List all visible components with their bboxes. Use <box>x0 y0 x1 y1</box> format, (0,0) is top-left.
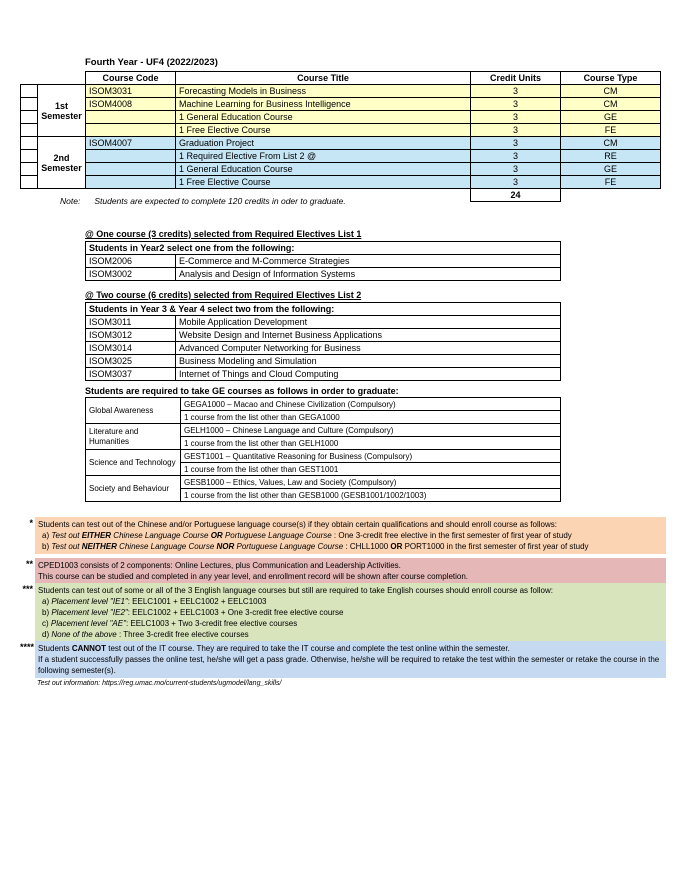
marker-cell <box>21 150 38 163</box>
course-code <box>86 163 176 176</box>
marker-cell <box>21 163 38 176</box>
course-title: Forecasting Models in Business <box>176 85 471 98</box>
ge-other-course: 1 course from the list other than GESB1000 (GESB1001/1002/1003) <box>181 489 561 502</box>
course-type: CM <box>561 98 661 111</box>
footnote-marker-4: **** <box>20 642 35 652</box>
footnote-text-line: CPED1003 consists of 2 components: Online Lectures, plus Communication and Leadership Activities. <box>38 561 401 570</box>
course-title: 1 Required Elective From List 2 @ <box>176 150 471 163</box>
course-type: GE <box>561 163 661 176</box>
course-row <box>21 98 661 111</box>
course-title: 1 General Education Course <box>176 163 471 176</box>
course-credits: 3 <box>471 124 561 137</box>
footnote-marker-2: ** <box>25 559 33 569</box>
ge-requirements-heading: Students are required to take GE courses as follows in order to graduate: <box>85 386 399 396</box>
header-course-code: Course Code <box>86 72 176 85</box>
course-credits: 3 <box>471 137 561 150</box>
list2-subheading-row <box>86 303 561 316</box>
footnote-marker-1: * <box>29 518 33 528</box>
elective-row <box>86 329 561 342</box>
course-title: 1 Free Elective Course <box>176 176 471 189</box>
course-type: RE <box>561 150 661 163</box>
electives-list1-heading: @ One course (3 credits) selected from Required Electives List 1 <box>85 229 362 239</box>
course-title: Machine Learning for Business Intelligence <box>176 98 471 111</box>
ge-category: Society and Behaviour <box>86 476 181 502</box>
required-electives-list2-table <box>85 302 561 381</box>
course-type: FE <box>561 176 661 189</box>
course-credits: 3 <box>471 150 561 163</box>
semester-2-label: 2nd Semester <box>38 137 86 189</box>
course-title: 1 General Education Course <box>176 111 471 124</box>
course-type: CM <box>561 137 661 150</box>
course-schedule-table <box>20 71 661 202</box>
ge-category: Science and Technology <box>86 450 181 476</box>
elective-row <box>86 368 561 381</box>
course-code <box>86 150 176 163</box>
marker-cell <box>21 111 38 124</box>
semester-1-label: 1st Semester <box>38 85 86 137</box>
ge-compulsory-course: GEGA1000 – Macao and Chinese Civilization (Compulsory) <box>181 398 561 411</box>
course-code: ISOM2006 <box>86 255 176 268</box>
course-credits: 3 <box>471 176 561 189</box>
course-row <box>21 111 661 124</box>
course-code: ISOM3014 <box>86 342 176 355</box>
header-course-type: Course Type <box>561 72 661 85</box>
ge-other-course: 1 course from the list other than GEST1001 <box>181 463 561 476</box>
header-credit-units: Credit Units <box>471 72 561 85</box>
marker-cell <box>21 124 38 137</box>
course-title: 1 Free Elective Course <box>176 124 471 137</box>
footnote-text-line: Students CANNOT test out of the IT course. They are required to take the IT course and complete the test online within the semester. <box>38 644 510 653</box>
footnote-text-line: b) Test out NEITHER Chinese Language Course NOR Portuguese Language Course : CHLL1000 OR PORT1000 in the first semester of first year of study <box>42 542 589 551</box>
course-type: CM <box>561 85 661 98</box>
ge-other-course: 1 course from the list other than GEGA1000 <box>181 411 561 424</box>
footnote-text-line: This course can be studied and completed in any year level, and enrollment record will be shown after course completion. <box>38 572 469 581</box>
ge-category: Global Awareness <box>86 398 181 424</box>
note-label: Note: <box>60 196 81 206</box>
footnote-text-line: c) Placement level "AE": EELC1003 + Two 3-credit free elective courses <box>42 619 298 628</box>
note-text: Students are expected to complete 120 credits in oder to graduate. <box>94 196 346 206</box>
course-code: ISOM3002 <box>86 268 176 281</box>
footnote-text-line: a) Test out EITHER Chinese Language Course OR Portuguese Language Course : One 3-credit free elective in the first semester of first year of study <box>42 531 572 540</box>
course-title: E-Commerce and M-Commerce Strategies <box>176 255 561 268</box>
course-row <box>21 85 661 98</box>
footnote-text-line: Students can test out of some or all of the 3 English language courses but still are required to take English courses should enroll course as follow: <box>38 586 553 595</box>
course-title: Internet of Things and Cloud Computing <box>176 368 561 381</box>
elective-row <box>86 342 561 355</box>
course-row <box>21 150 661 163</box>
footnote-marker-3: *** <box>22 584 33 594</box>
footnote-text-line: Students can test out of the Chinese and/or Portuguese language course(s) if they obtain certain qualifications and should enroll course as follows: <box>38 520 557 529</box>
ge-compulsory-course: GELH1000 – Chinese Language and Culture (Compulsory) <box>181 424 561 437</box>
course-code: ISOM3011 <box>86 316 176 329</box>
course-credits: 3 <box>471 111 561 124</box>
testout-info-url: Test out information: https://reg.umac.mo/current-students/ugmodel/lang_skills/ <box>37 680 282 687</box>
required-electives-list1-table <box>85 241 561 281</box>
footnote-it-course <box>35 641 666 678</box>
course-credits: 3 <box>471 98 561 111</box>
course-title: Website Design and Internet Business Applications <box>176 329 561 342</box>
marker-cell <box>21 176 38 189</box>
ge-compulsory-course: GESB1000 – Ethics, Values, Law and Society (Compulsory) <box>181 476 561 489</box>
course-code <box>86 124 176 137</box>
footnote-cped1003 <box>35 558 666 584</box>
course-row <box>21 176 661 189</box>
list1-subheading-row <box>86 242 561 255</box>
course-code: ISOM3025 <box>86 355 176 368</box>
course-title: Mobile Application Development <box>176 316 561 329</box>
ge-row <box>86 424 561 437</box>
graduation-note <box>60 196 346 206</box>
electives-list2-heading: @ Two course (6 credits) selected from Required Electives List 2 <box>85 290 362 300</box>
ge-compulsory-course: GEST1001 – Quantitative Reasoning for Business (Compulsory) <box>181 450 561 463</box>
course-title: Business Modeling and Simulation <box>176 355 561 368</box>
elective-row <box>86 268 561 281</box>
total-credits: 24 <box>471 189 561 202</box>
course-code <box>86 176 176 189</box>
footnote-english-placement <box>35 583 666 642</box>
marker-cell <box>21 137 38 150</box>
ge-other-course: 1 course from the list other than GELH1000 <box>181 437 561 450</box>
elective-row <box>86 316 561 329</box>
course-code: ISOM3037 <box>86 368 176 381</box>
ge-row <box>86 476 561 489</box>
ge-category: Literature and Humanities <box>86 424 181 450</box>
footnote-text-line: b) Placement level "IE2": EELC1002 + EELC1003 + One 3-credit free elective course <box>42 608 344 617</box>
course-code <box>86 111 176 124</box>
course-row <box>21 137 661 150</box>
course-code: ISOM3012 <box>86 329 176 342</box>
course-credits: 3 <box>471 85 561 98</box>
course-code: ISOM3031 <box>86 85 176 98</box>
spacer-cell <box>21 72 38 85</box>
ge-requirements-table <box>85 397 561 502</box>
list1-subheading: Students in Year2 select one from the following: <box>86 242 561 255</box>
footnote-text-line: d) None of the above : Three 3-credit free elective courses <box>42 630 249 639</box>
course-type: FE <box>561 124 661 137</box>
course-title: Graduation Project <box>176 137 471 150</box>
footnote-text-line: If a student successfully passes the online test, he/she will get a pass grade. Otherwise, he/she will be required to retake the test within the semester or retake the course in the following semester(s). <box>38 655 660 675</box>
ge-row <box>86 450 561 463</box>
course-code: ISOM4008 <box>86 98 176 111</box>
elective-row <box>86 355 561 368</box>
footnote-text-line: a) Placement level "IE1": EELC1001 + EELC1002 + EELC1003 <box>42 597 267 606</box>
course-type: GE <box>561 111 661 124</box>
page-title: Fourth Year - UF4 (2022/2023) <box>85 57 218 68</box>
course-code: ISOM4007 <box>86 137 176 150</box>
elective-row <box>86 255 561 268</box>
marker-cell <box>21 85 38 98</box>
list2-subheading: Students in Year 3 & Year 4 select two from the following: <box>86 303 561 316</box>
spacer-cell <box>561 189 661 202</box>
course-title: Analysis and Design of Information Systems <box>176 268 561 281</box>
course-credits: 3 <box>471 163 561 176</box>
footnote-language-testout <box>35 517 666 554</box>
ge-row <box>86 398 561 411</box>
course-row <box>21 124 661 137</box>
header-course-title: Course Title <box>176 72 471 85</box>
table-header-row <box>21 72 661 85</box>
course-title: Advanced Computer Networking for Business <box>176 342 561 355</box>
spacer-cell <box>38 72 86 85</box>
course-row <box>21 163 661 176</box>
marker-cell <box>21 98 38 111</box>
